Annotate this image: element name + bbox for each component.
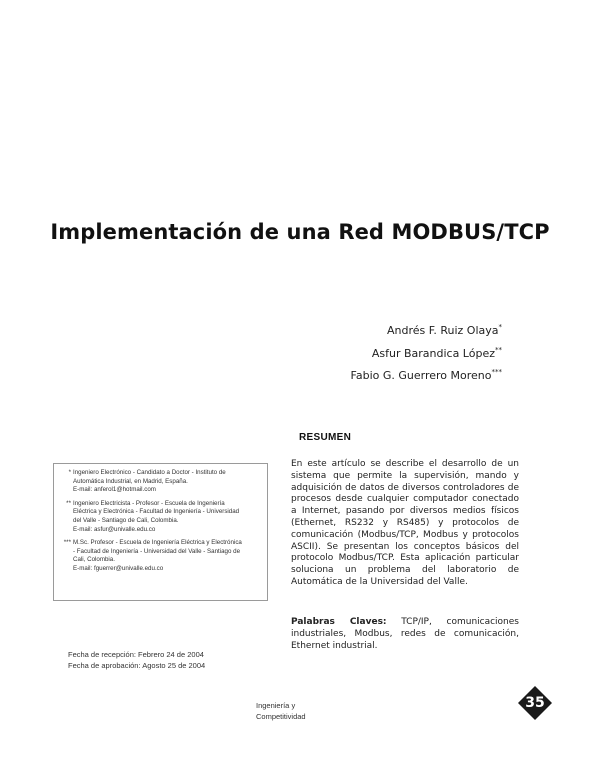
affiliation-line: Ingeniero Electricista - Profesor - Escuela de Ingeniería — [73, 499, 225, 507]
author-mark: * — [498, 323, 502, 331]
affiliation-mark: ** — [66, 499, 71, 507]
affiliation-line: - Facultad de Ingeniería - Universidad del Valle - Santiago de — [73, 547, 241, 555]
keywords-text: TCP/IP, comunicaciones industriales, Modbus, redes de comunicación, Ethernet industrial. — [291, 617, 519, 651]
affiliation-line: Automática Industrial, en Madrid, España. — [73, 477, 188, 485]
author-name: Asfur Barandica López — [371, 346, 495, 360]
affiliation-mark: *** — [63, 539, 71, 547]
author-mark: *** — [491, 368, 502, 376]
author-list — [351, 318, 502, 386]
affiliation-line: Cali, Colombia. — [73, 556, 115, 564]
affiliation-line: del Valle - Santiago de Cali, Colombia. — [73, 516, 179, 524]
affiliation-entry — [57, 500, 264, 534]
affiliation-email: E-mail: asfur@univalle.edu.co — [73, 525, 156, 533]
abstract-text: En este artículo se describe el desarrollo de un sistema que permite la supervisión, mando y adquisición de datos de diversos controladores de procesos desde cualquier computador conectado a Internet, pasando por diversos medios físicos (Ethernet, RS232 y RS485) y protocolos de comunicación (Modbus/TCP, Modbus y protocolos ASCII). Se presentan los conceptos básicos del protocolo Modbus/TCP. Esta aplicación particular soluciona un problema del laboratorio de Automática de la Universidad del Valle. — [291, 459, 519, 587]
approved-date: Fecha de aprobación: Agosto 25 de 2004 — [68, 660, 206, 670]
journal-line: Ingeniería y — [256, 701, 296, 710]
affiliation-mark: * — [68, 469, 71, 476]
author-2 — [351, 341, 502, 364]
journal-line: Competitividad — [256, 712, 306, 721]
affiliation-email: E-mail: fguerrer@univalle.edu.co — [73, 564, 164, 572]
page-number: 35 — [525, 695, 545, 711]
author-1 — [351, 318, 502, 341]
abstract-heading: RESUMEN — [299, 432, 352, 443]
submission-dates — [68, 650, 205, 671]
author-name: Fabio G. Guerrero Moreno — [350, 369, 492, 382]
affiliation-line: M.Sc. Profesor - Escuela de Ingeniería Eléctrica y Electrónica — [73, 539, 242, 547]
affiliations-box — [53, 463, 268, 601]
affiliation-line: Ingeniero Electrónico - Candidato a Doctor - Instituto de — [73, 469, 226, 476]
page-number-badge — [518, 686, 552, 720]
author-3 — [351, 363, 502, 386]
received-date: Fecha de recepción: Febrero 24 de 2004 — [68, 650, 204, 659]
author-name: Andrés F. Ruiz Olaya — [387, 324, 499, 337]
paper-title: Implementación de una Red MODBUS/TCP — [50, 220, 550, 244]
keywords-label: Palabras Claves: — [291, 617, 387, 627]
affiliation-email: E-mail: anferol1@hotmail.com — [73, 486, 156, 494]
keywords-paragraph — [291, 617, 519, 652]
author-mark: ** — [495, 345, 502, 354]
affiliation-line: Eléctrica y Electrónica - Facultad de Ingeniería - Universidad — [73, 508, 240, 516]
journal-name — [256, 700, 306, 722]
affiliation-entry — [57, 469, 264, 495]
affiliation-entry — [57, 539, 264, 573]
